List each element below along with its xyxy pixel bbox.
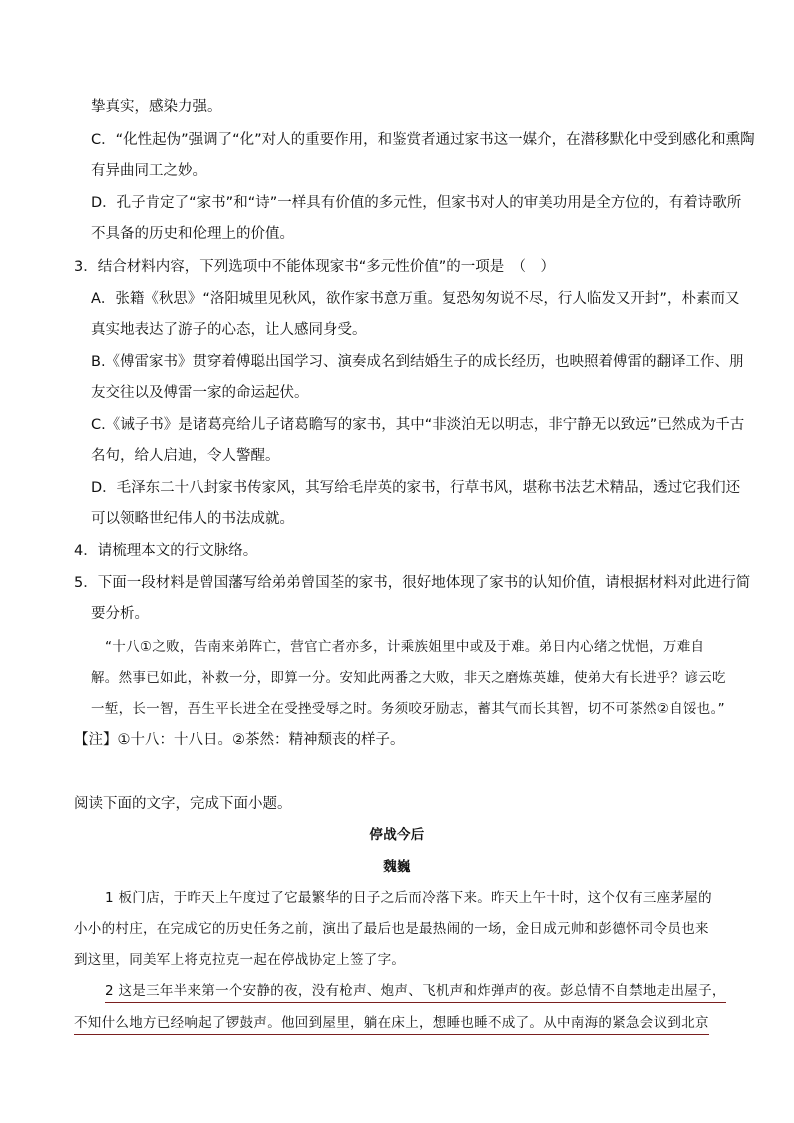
paragraph-1-line-2: 小小的村庄，在完成它的历史任务之前，演出了最后也是最热闹的一场，金日成元帅和彭德怀司令员也来 bbox=[74, 921, 709, 937]
question-3-option-a-line-2: 真实地表达了游子的心态，让人感同身受。 bbox=[91, 322, 367, 338]
paragraph-2-line-2-underlined: 不知什么地方已经响起了锣鼓声。他回到屋里，躺在床上，想睡也睡不成了。从中南海的紧急会议到北京 bbox=[74, 1012, 709, 1035]
paragraph-1-line-1: 1 板门店，于昨天上午度过了它最繁华的日子之后而冷落下来。昨天上午十时，这个仅有三座茅屋的 bbox=[105, 890, 712, 906]
question-2-option-d-line-2: 不具备的历史和伦理上的价值。 bbox=[91, 226, 294, 242]
article-author: 魏巍 bbox=[383, 859, 411, 875]
paragraph-2-line-1-underlined: 2 这是三年半来第一个安静的夜，没有枪声、炮声、飞机声和炸弹声的夜。彭总情不自禁地走出屋子， bbox=[105, 980, 726, 1003]
paragraph-1-line-3: 到这里，同美军上将克拉克一起在停战协定上签了字。 bbox=[74, 952, 406, 968]
article-title: 停战今后 bbox=[369, 827, 425, 843]
question-3-option-b-line-2: 友交往以及傅雷一家的命运起伏。 bbox=[91, 385, 309, 401]
question-5-line-1: 5．下面一段材料是曾国藩写给弟弟曾国荃的家书，很好地体现了家书的认知价值，请根据材料对此进行简 bbox=[74, 575, 751, 591]
question-5-line-2: 要分析。 bbox=[91, 606, 149, 622]
question-3-option-d-line-1: D．毛泽东二十八封家书传家风，其写给毛岸英的家书，行草书风，堪称书法艺术精品，透过它我们还 bbox=[91, 480, 741, 496]
annotation-note: 【注】①十八：十八日。②茶然：精神颓丧的样子。 bbox=[74, 732, 405, 748]
question-2-option-b-tail: 挚真实，感染力强。 bbox=[91, 99, 222, 115]
question-3-option-a-line-1: A．张籍《秋思》“洛阳城里见秋风，欲作家书意万重。复恐匆匆说不尽，行人临发又开封”，朴素而又 bbox=[91, 291, 740, 307]
question-2-option-d-line-1: D．孔子肯定了“家书”和“诗”一样具有价值的多元性，但家书对人的审美功用是全方位的，有着诗歌所 bbox=[91, 195, 742, 211]
quote-line-3: 一堑，长一智，吾生平长进全在受挫受辱之时。务须咬牙励志，蓄其气而长其智，切不可茶然②自馁也。” bbox=[91, 701, 725, 717]
question-2-option-c-line-1: C．“化性起伪”强调了“化”对人的重要作用，和鉴赏者通过家书这一媒介，在潜移默化中受到感化和熏陶 bbox=[91, 132, 755, 148]
quote-line-2: 解。然事已如此，补救一分，即算一分。安知此两番之大败，非天之磨炼英雄，使弟大有长进乎？谚云吃 bbox=[91, 670, 726, 686]
question-3-stem: 3．结合材料内容，下列选项中不能体现家书“多元性价值”的一项是 （ ） bbox=[74, 259, 555, 275]
quote-line-1: “十八①之败，告南来弟阵亡，营官亡者亦多，计乘族姐里中或及于难。弟日内心绪之忧悒，万难自 bbox=[105, 639, 705, 655]
question-3-option-c-line-2: 名句，给人启迪，令人警醒。 bbox=[91, 448, 280, 464]
question-2-option-c-line-2: 有异曲同工之妙。 bbox=[91, 163, 207, 179]
question-3-option-d-line-2: 可以领略世纪伟人的书法成就。 bbox=[91, 511, 294, 527]
question-3-option-c-line-1: C.《诫子书》是诸葛亮给儿子诸葛瞻写的家书，其中“非淡泊无以明志，非宁静无以致远”已然成为千古 bbox=[91, 417, 745, 433]
question-4: 4．请梳理本文的行文脉络。 bbox=[74, 543, 258, 559]
reading-instruction: 阅读下面的文字，完成下面小题。 bbox=[74, 796, 292, 812]
question-3-option-b-line-1: B.《傅雷家书》贯穿着傅聪出国学习、演奏成名到结婚生子的成长经历，也映照着傅雷的翻译工作、朋 bbox=[91, 354, 744, 370]
